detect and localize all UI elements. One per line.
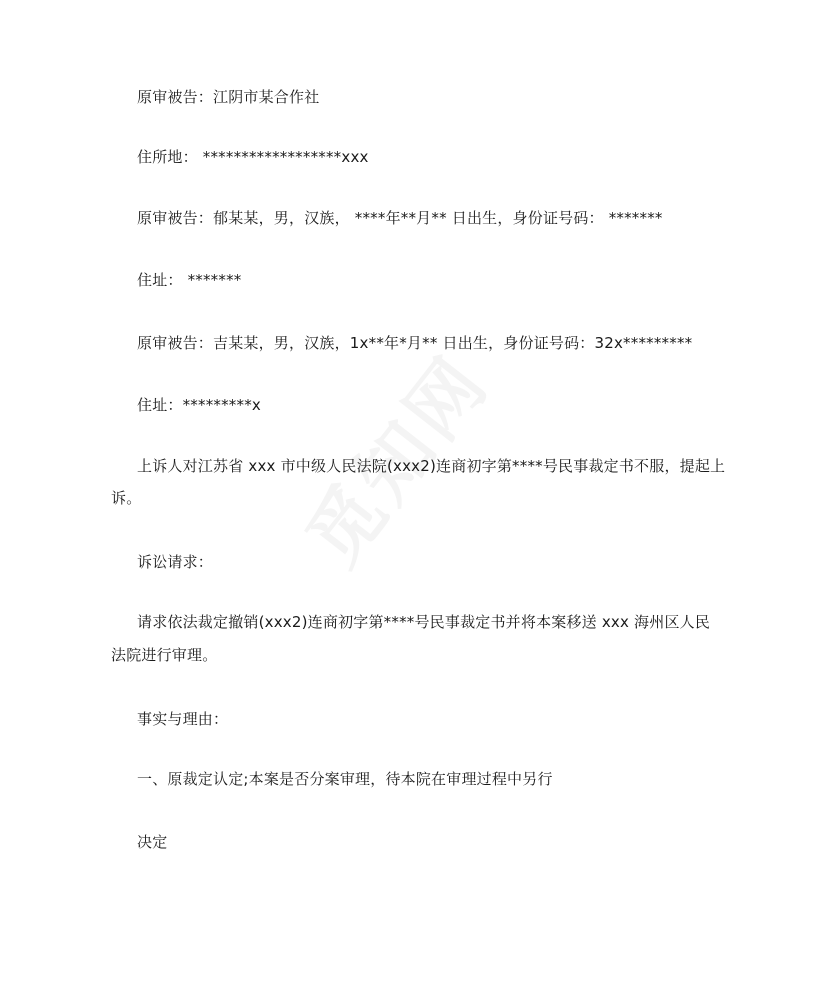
paragraph-point-1: 一、原裁定认定;本案是否分案审理，待本院在审理过程中另行 — [137, 770, 553, 788]
paragraph-request-line-2: 法院进行审理。 — [111, 646, 218, 664]
watermark — [278, 282, 546, 584]
heading-claims: 诉讼请求： — [137, 553, 214, 571]
paragraph-defendant-2: 原审被告：郁某某，男，汉族， ****年**月** 日出生，身份证号码： ******* — [137, 209, 663, 227]
paragraph-address-3: 住址：*********x — [137, 396, 261, 414]
paragraph-defendant-3: 原审被告：吉某某，男，汉族，1x**年*月** 日出生，身份证号码：32x********* — [137, 334, 693, 352]
paragraph-request-line-1: 请求依法裁定撤销(xxx2)连商初字第****号民事裁定书并将本案移送 xxx 海州区人民 — [137, 613, 711, 631]
paragraph-appeal-line-1: 上诉人对江苏省 xxx 市中级人民法院(xxx2)连商初字第****号民事裁定书不服，提起上 — [137, 457, 726, 475]
heading-facts-reasons: 事实与理由： — [137, 710, 229, 728]
paragraph-address-2: 住址： ******* — [137, 271, 242, 289]
paragraph-defendant-1: 原审被告：江阴市某合作社 — [137, 88, 320, 106]
paragraph-address-1: 住所地： ******************xxx — [137, 148, 369, 166]
paragraph-decision: 决定 — [137, 833, 168, 851]
paragraph-appeal-line-2: 诉。 — [111, 489, 142, 507]
